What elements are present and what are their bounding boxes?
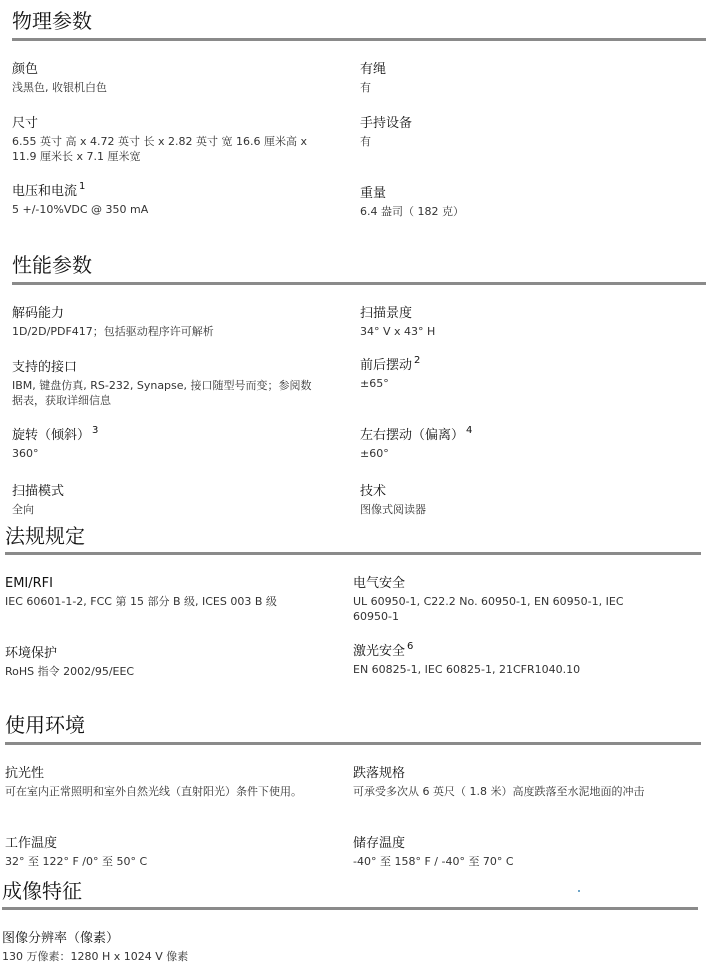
footnote-marker: 1 bbox=[79, 181, 86, 192]
spec-value: ±60° bbox=[360, 447, 389, 460]
spec-item-drop bbox=[353, 765, 658, 799]
spec-value: 130 万像素：1280 H x 1024 V 像素 bbox=[2, 950, 189, 963]
spec-label: 扫描模式 bbox=[12, 484, 65, 499]
spec-value: 360° bbox=[12, 447, 39, 460]
spec-label: 环境保护 bbox=[5, 646, 58, 661]
spec-item-voltage bbox=[12, 182, 342, 217]
footnote-marker: 2 bbox=[414, 355, 421, 366]
spec-value: 图像式阅读器 bbox=[360, 503, 426, 516]
spec-label: 工作温度 bbox=[5, 836, 58, 851]
spec-value: 全向 bbox=[12, 503, 34, 516]
spec-item-dimensions bbox=[12, 115, 322, 164]
spec-item-scan-depth bbox=[360, 305, 690, 339]
spec-value: 5 +/-10%VDC @ 350 mA bbox=[12, 203, 149, 216]
section-divider bbox=[12, 282, 706, 285]
spec-label: 旋转（倾斜） $^3$ bbox=[12, 425, 99, 443]
spec-value: -40° 至 158° F / -40° 至 70° C bbox=[353, 855, 514, 868]
spec-item-storage-temp bbox=[353, 835, 683, 869]
spec-label: 左右摆动（偏离） $^4$ bbox=[360, 425, 473, 443]
spec-label: 重量 bbox=[360, 186, 387, 201]
footnote-marker: 6 bbox=[407, 641, 414, 652]
footnote-marker: 4 bbox=[466, 425, 473, 436]
spec-label: 扫描景度 bbox=[360, 306, 413, 321]
section-divider bbox=[2, 907, 698, 910]
spec-item-rotation bbox=[12, 426, 342, 461]
spec-item-interfaces bbox=[12, 359, 322, 408]
section-divider bbox=[5, 552, 701, 555]
spec-label: 抗光性 bbox=[5, 766, 45, 781]
spec-item-skew bbox=[360, 426, 690, 461]
spec-value: 可承受多次从 6 英尺（ 1.8 米）高度跌落至水泥地面的冲击 bbox=[353, 785, 645, 798]
spec-label: 手持设备 bbox=[360, 116, 413, 131]
spec-value: 32° 至 122° F /0° 至 50° C bbox=[5, 855, 148, 868]
spec-item-decode bbox=[12, 305, 342, 339]
section-title-performance: 性能参数 bbox=[12, 253, 92, 277]
spec-value: 浅黑色, 收银机白色 bbox=[12, 81, 107, 94]
spec-value: 34° V x 43° H bbox=[360, 325, 436, 338]
spec-item-weight bbox=[360, 185, 690, 219]
spec-item-handheld bbox=[360, 115, 690, 149]
spec-label: EMI/RFI bbox=[5, 576, 53, 591]
spec-item-operating-temp bbox=[5, 835, 335, 869]
spec-item-technology bbox=[360, 483, 690, 517]
spec-label: 图像分辨率（像素） bbox=[2, 931, 120, 946]
spec-item-light-immunity bbox=[5, 765, 315, 799]
section-divider bbox=[12, 38, 706, 41]
spec-label: 尺寸 bbox=[12, 116, 39, 131]
spec-item-electrical-safety bbox=[353, 575, 643, 624]
spec-item-scan-mode bbox=[12, 483, 342, 517]
spec-item-image-resolution bbox=[2, 930, 332, 964]
decorative-dot bbox=[578, 890, 580, 892]
spec-value: 可在室内正常照明和室外自然光线（直射阳光）条件下使用。 bbox=[5, 785, 302, 798]
spec-label: 颜色 bbox=[12, 62, 39, 77]
spec-label: 解码能力 bbox=[12, 306, 65, 321]
spec-label: 支持的接口 bbox=[12, 360, 78, 375]
section-title-physical: 物理参数 bbox=[12, 9, 92, 33]
spec-label: 跌落规格 bbox=[353, 766, 406, 781]
spec-value: RoHS 指令 2002/95/EEC bbox=[5, 665, 135, 678]
spec-value: IBM, 键盘仿真, RS-232, Synapse, 接口随型号而变；参阅数据表，获取详细信息 bbox=[12, 379, 312, 407]
spec-label: 电气安全 bbox=[353, 576, 406, 591]
spec-value: EN 60825-1, IEC 60825-1, 21CFR1040.10 bbox=[353, 663, 581, 676]
section-divider bbox=[5, 742, 701, 745]
spec-item-color bbox=[12, 61, 342, 95]
spec-value: 有 bbox=[360, 81, 371, 94]
spec-value: IEC 60601-1-2, FCC 第 15 部分 B 级, ICES 003 B 级 bbox=[5, 595, 277, 608]
spec-label: 激光安全 $^6$ bbox=[353, 641, 414, 659]
spec-label: 前后摆动 $^2$ bbox=[360, 355, 421, 373]
spec-value: 1D/2D/PDF417；包括驱动程序许可解析 bbox=[12, 325, 214, 338]
spec-label: 有绳 bbox=[360, 62, 387, 77]
section-title-environment: 使用环境 bbox=[5, 713, 85, 737]
spec-value: ±65° bbox=[360, 377, 389, 390]
spec-label: 技术 bbox=[360, 484, 387, 499]
spec-item-corded bbox=[360, 61, 690, 95]
spec-label: 储存温度 bbox=[353, 836, 406, 851]
spec-value: 6.4 盎司（ 182 克） bbox=[360, 205, 464, 218]
section-title-regulatory: 法规规定 bbox=[5, 524, 85, 548]
spec-item-environmental bbox=[5, 645, 335, 679]
section-title-imaging: 成像特征 bbox=[2, 879, 82, 903]
spec-value: 有 bbox=[360, 135, 371, 148]
spec-value: UL 60950-1, C22.2 No. 60950-1, EN 60950-1, IEC 60950-1 bbox=[353, 595, 624, 623]
spec-label: 电压和电流 $^1$ bbox=[12, 181, 86, 199]
spec-item-emi bbox=[5, 575, 335, 609]
spec-item-pitch bbox=[360, 356, 690, 391]
spec-item-laser-safety bbox=[353, 642, 683, 677]
footnote-marker: 3 bbox=[92, 425, 99, 436]
spec-value: 6.55 英寸 高 x 4.72 英寸 长 x 2.82 英寸 宽 16.6 厘米高 x 11.9 厘米长 x 7.1 厘米宽 bbox=[12, 135, 307, 163]
